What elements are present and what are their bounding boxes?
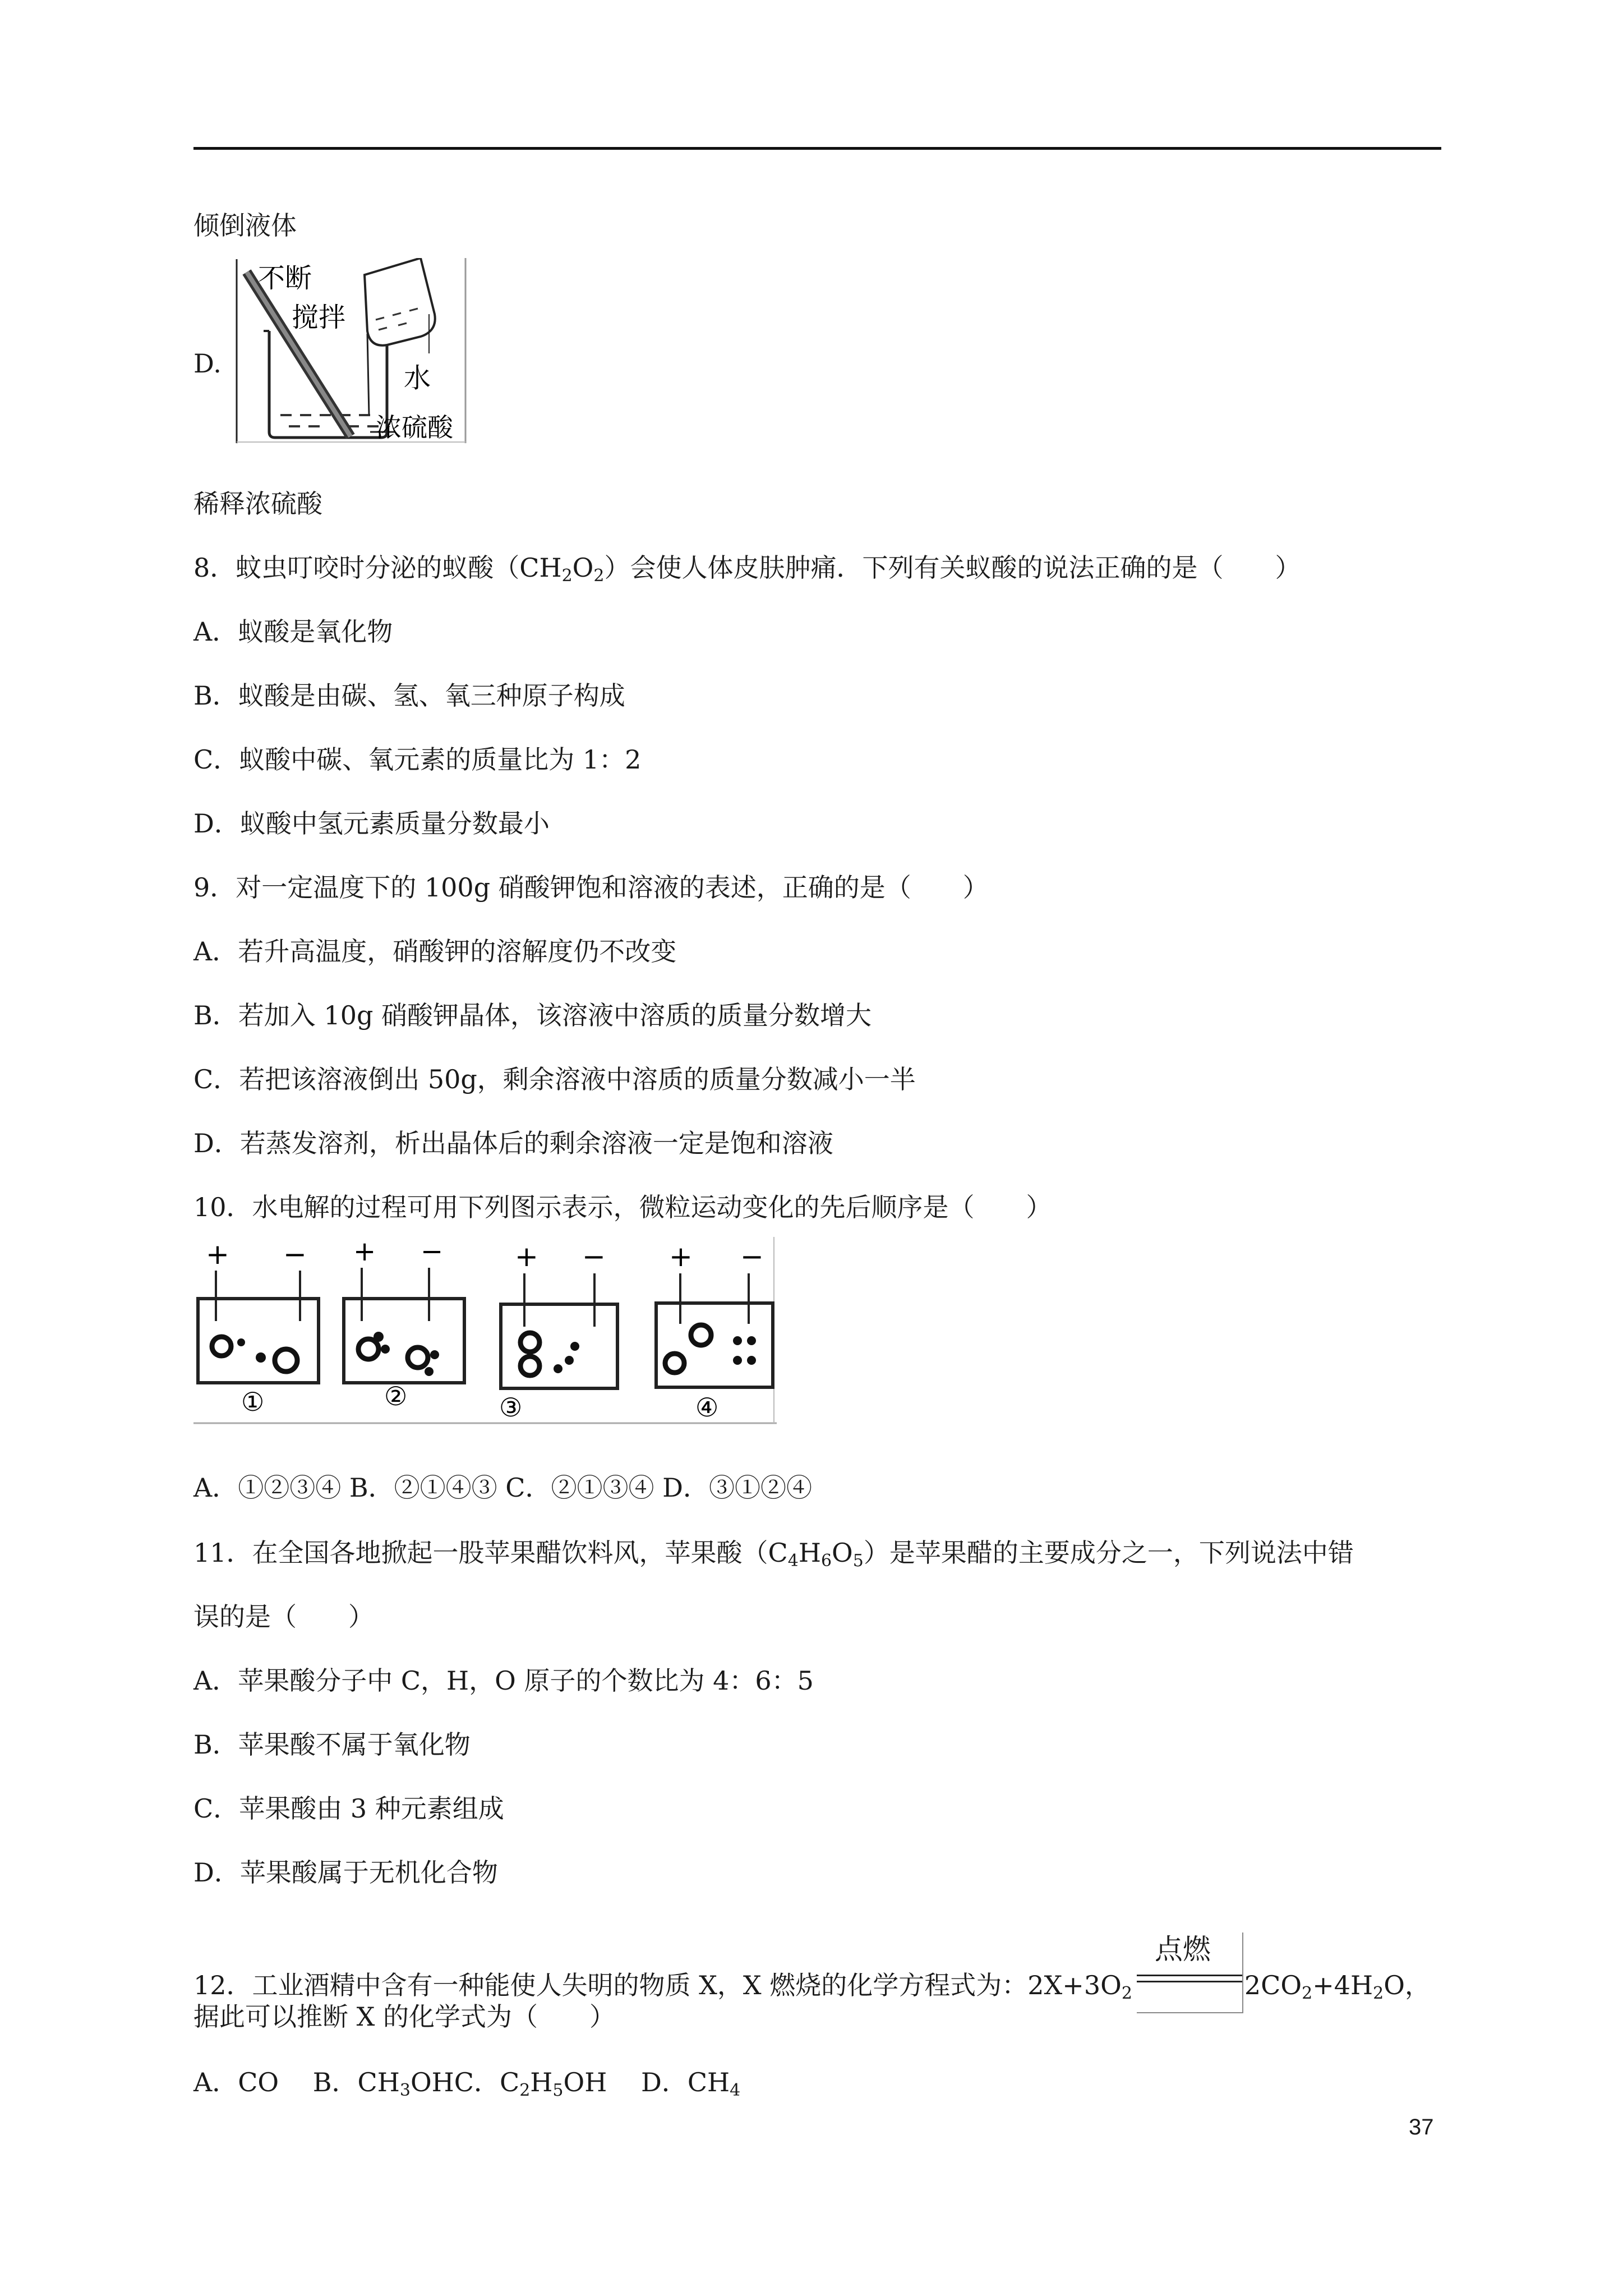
q8-option-c: C．蚁酸中碳、氧元素的质量比为 1：2	[193, 744, 642, 775]
q11-stem: 11．在全国各地掀起一股苹果醋饮料风，苹果酸$(C_4H_6O_5)$是苹果醋的主要成分之一，下列说法中错	[193, 1538, 1354, 1571]
q11-option-c: C．苹果酸由 3 种元素组成	[193, 1793, 504, 1824]
panel-4	[656, 1240, 773, 1423]
q11-option-a: A．苹果酸分子中 C，H，O 原子的个数比为 4：6：5	[193, 1665, 814, 1696]
panel-3	[499, 1240, 617, 1423]
minus-sign: −	[582, 1240, 606, 1273]
q8-option-d: D．蚁酸中氢元素质量分数最小	[193, 808, 550, 839]
q12-stem-line2: 据此可以推断 X 的化学式为（ ）	[193, 2001, 615, 2032]
fig-label-2: 搅拌	[292, 302, 346, 333]
q9-option-b: B．若加入 10g 硝酸钾晶体，该溶液中溶质的质量分数增大	[193, 1000, 872, 1030]
panel-label-1: ①	[241, 1387, 265, 1417]
plus-sign: +	[206, 1238, 229, 1271]
minus-sign: −	[283, 1238, 307, 1271]
minus-sign: −	[421, 1237, 444, 1267]
minus-sign: −	[740, 1240, 764, 1273]
panel-2	[344, 1237, 464, 1411]
q7-tail-label: 倾倒液体	[193, 210, 297, 241]
q11-option-d: D．苹果酸属于无机化合物	[193, 1857, 498, 1888]
q12-options: A．CO B．$CH_3OHC$．$C_2H_5OH$ D．$CH_4$	[193, 2067, 741, 2100]
plus-sign: +	[515, 1240, 538, 1273]
fig-label-1: 不断	[258, 263, 312, 294]
page-number: 37	[1409, 2115, 1434, 2139]
q9-stem: 9．对一定温度下的 100g 硝酸钾饱和溶液的表述，正确的是（ ）	[193, 872, 989, 903]
plus-sign: +	[669, 1240, 693, 1273]
q11-option-b: B．苹果酸不属于氧化物	[193, 1729, 471, 1760]
q9-option-c: C．若把该溶液倒出 50g，剩余溶液中溶质的质量分数减小一半	[193, 1064, 916, 1094]
panel-label-4: ④	[695, 1392, 719, 1423]
q10-stem: 10．水电解的过程可用下列图示表示，微粒运动变化的先后顺序是（ ）	[193, 1192, 1052, 1222]
q8-option-b: B．蚁酸是由碳、氢、氧三种原子构成	[193, 680, 625, 711]
fig-label-3: 水	[404, 362, 431, 394]
electrolysis-diagram	[193, 1237, 777, 1428]
panel-1	[198, 1238, 319, 1417]
q8-option-a: A．蚁酸是氧化物	[193, 616, 393, 647]
q9-option-d: D．若蒸发溶剂，析出晶体后的剩余溶液一定是饱和溶液	[193, 1128, 833, 1158]
reaction-condition: 点燃	[1132, 1932, 1244, 2017]
q12-stem: 12．工业酒精中含有一种能使人失明的物质 X，X 燃烧的化学方程式为：$2X+3O_2$ 点燃 $2CO_2+4H_2O$，	[193, 1932, 1431, 2017]
panel-label-3: ③	[499, 1392, 523, 1423]
plus-sign: +	[353, 1237, 376, 1267]
q8-stem: 8．蚊虫叮咬时分泌的蚁酸$(CH_2O_2)$会使人体皮肤肿痛．下列有关蚁酸的说法正确的是（ ）	[193, 553, 1301, 586]
q10-options: A．①②③④ B．②①④③ C．②①③④ D．③①②④	[193, 1473, 812, 1503]
q7-option-d: D.	[193, 348, 222, 379]
panel-label-2: ②	[384, 1381, 408, 1411]
q11-stem-line2: 误的是（ ）	[193, 1602, 374, 1632]
q7-option-d-caption: 稀释浓硫酸	[193, 489, 322, 519]
dilute-sulfuric-acid-figure	[236, 258, 471, 449]
q9-option-a: A．若升高温度，硝酸钾的溶解度仍不改变	[193, 936, 677, 967]
header-rule	[193, 147, 1441, 150]
fig-label-4: 浓硫酸	[376, 412, 453, 443]
